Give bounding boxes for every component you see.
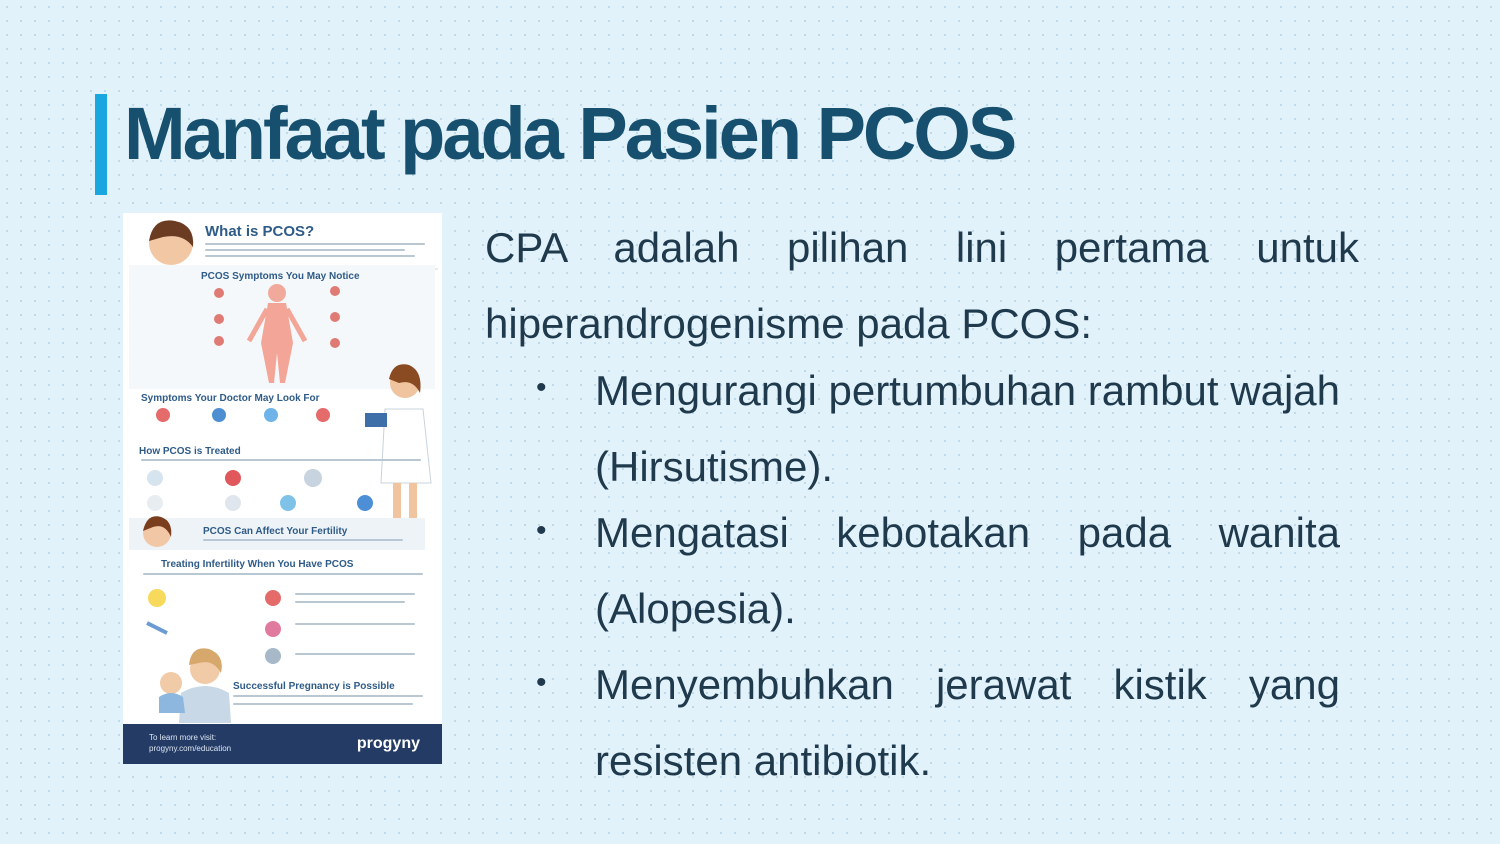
text-line (141, 459, 421, 461)
text-line (205, 255, 415, 257)
text-line (203, 539, 403, 541)
text-line (295, 653, 415, 655)
text-line (295, 601, 405, 603)
bullet-item: Menyembuhkan jerawat kistik yang resisten antibiotik. (595, 661, 1340, 784)
infographic-section-heading: Successful Pregnancy is Possible (233, 681, 395, 692)
text-line (205, 243, 425, 245)
bullet-item: Mengurangi pertumbuhan rambut wajah (Hirsutisme). (595, 367, 1340, 490)
text-line (143, 573, 423, 575)
progyny-logo: progyny (356, 735, 420, 752)
infographic-section-heading: Symptoms Your Doctor May Look For (141, 393, 320, 404)
text-line (205, 249, 405, 251)
slide-title: Manfaat pada Pasien PCOS (124, 92, 1015, 175)
infographic-section-heading: PCOS Symptoms You May Notice (201, 271, 360, 282)
text-line (295, 593, 415, 595)
footer-url: progyny.com/education (149, 744, 232, 753)
intro-paragraph: CPA adalah pilihan lini pertama untuk hiperandrogenisme pada PCOS: (485, 224, 1359, 347)
bullet-icon: • (536, 666, 547, 699)
bullet-icon: • (536, 371, 547, 404)
infographic-section-heading: Treating Infertility When You Have PCOS (161, 559, 354, 570)
text-line (233, 703, 413, 705)
text-line (295, 623, 415, 625)
footer-line: To learn more visit: (149, 733, 217, 742)
text-line (233, 695, 423, 697)
title-accent-bar (95, 94, 107, 195)
infographic-footer (123, 724, 442, 764)
bullet-item: Mengatasi kebotakan pada wanita (Alopesia). (595, 509, 1340, 632)
bullet-icon: • (536, 514, 547, 547)
infographic-section-heading: How PCOS is Treated (139, 446, 241, 457)
pcos-infographic-image (123, 213, 442, 764)
infographic-title: What is PCOS? (205, 223, 315, 240)
infographic-section-heading: PCOS Can Affect Your Fertility (203, 526, 348, 537)
infographic-footer-text (149, 732, 231, 754)
